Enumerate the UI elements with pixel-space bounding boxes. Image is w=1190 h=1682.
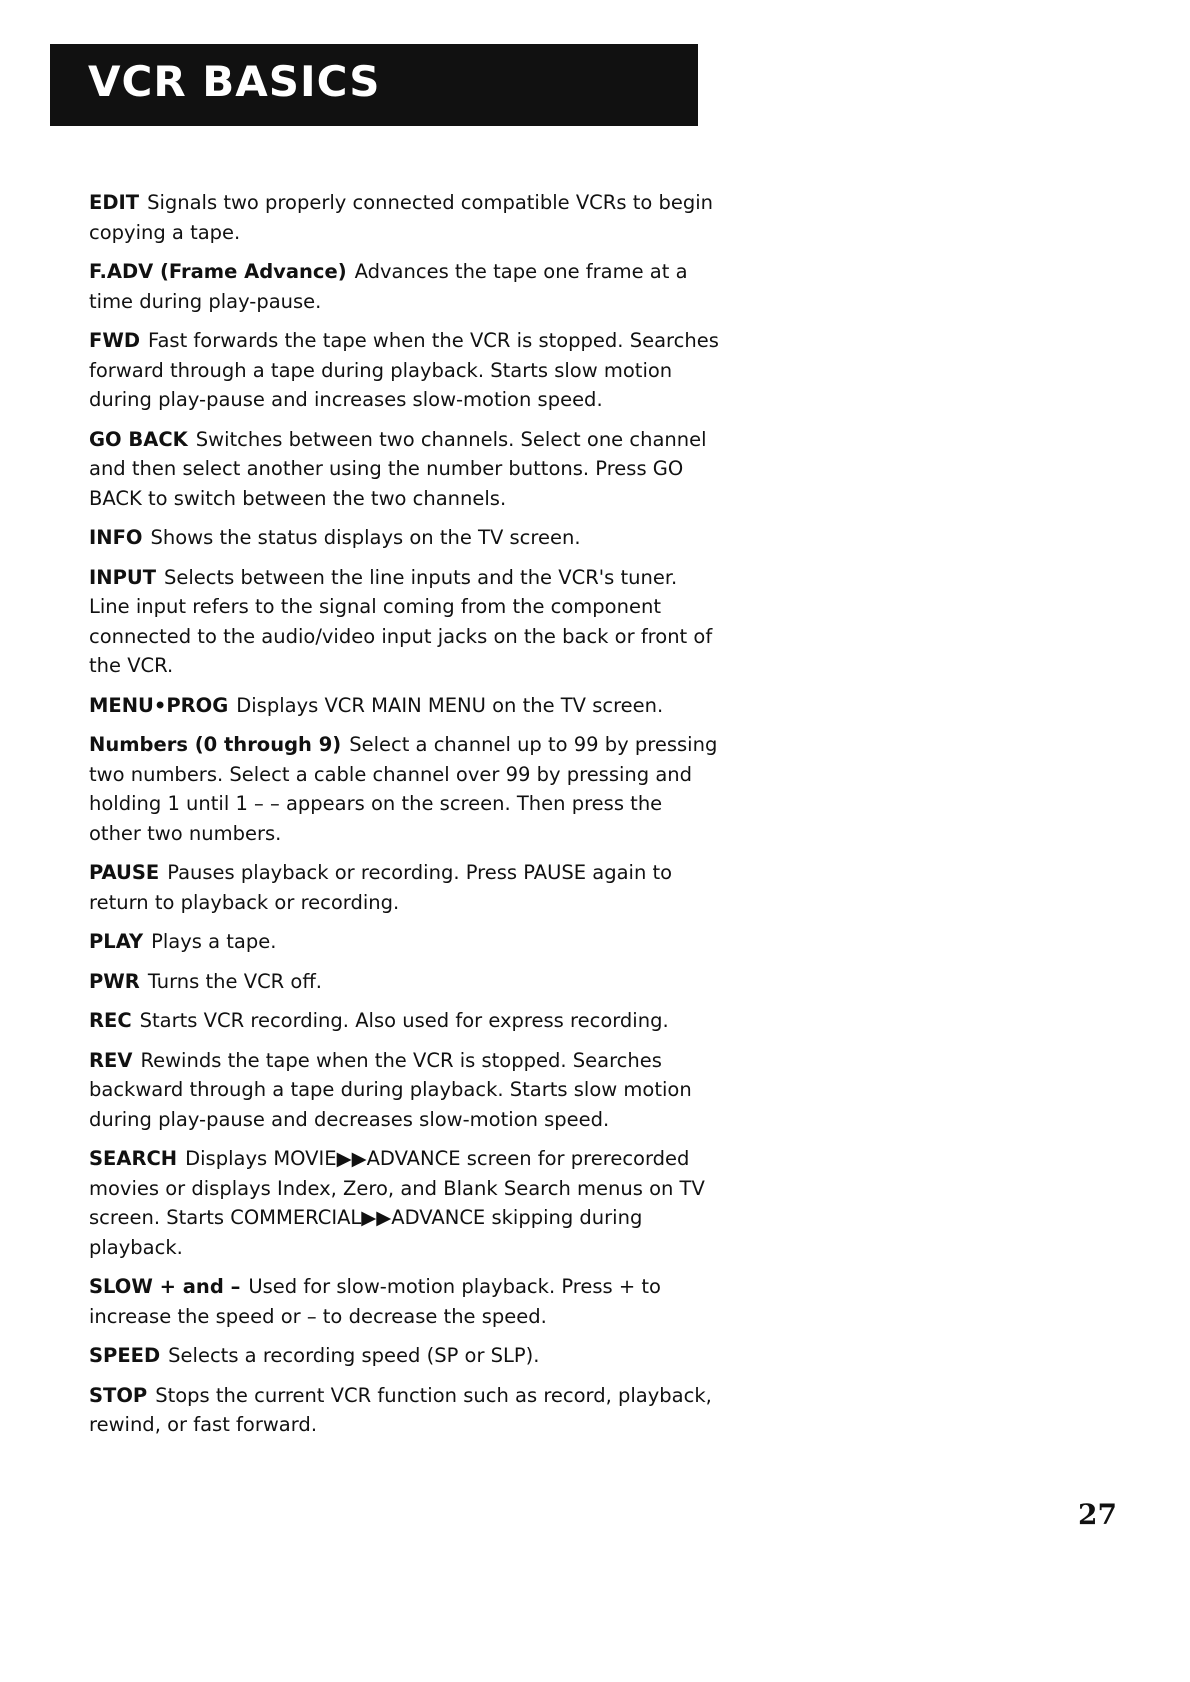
definition-term: MENU•PROG [89,693,229,717]
definition-description: Pauses playback or recording. Press PAUSE again to return to playback or recording. [89,861,673,914]
definition-entry [89,927,719,957]
definition-entry [89,1046,719,1135]
definition-description: Stops the current VCR function such as record, playback, rewind, or fast forward. [89,1383,712,1436]
definition-description: Turns the VCR off. [147,969,322,993]
definition-entry [89,1006,719,1036]
definition-entry [89,967,719,997]
definition-description: Signals two properly connected compatible VCRs to begin copying a tape. [89,191,714,244]
definition-description: Advances the tape one frame at a time during play-pause. [89,260,688,313]
definition-term: FWD [89,329,141,352]
page-number: 27 [1078,1498,1117,1531]
definition-term: PLAY [89,930,144,953]
definition-description: Select a channel up to 99 by pressing two numbers. Select a cable channel over 99 by pressing and holding 1 until 1 – – appears on the screen. Then press the other two numbers. [89,733,718,845]
definition-description: Selects between the line inputs and the VCR's tuner. Line input refers to the signal coming from the component connected to the audio/video input jacks on the back or front of the VCR. [89,565,713,677]
definition-term: SPEED [89,1344,161,1367]
definition-entry [89,188,719,247]
definition-description: Rewinds the tape when the VCR is stopped. Searches backward through a tape during playback. Starts slow motion during play-pause and decreases slow-motion speed. [89,1048,692,1131]
definition-term: INPUT [89,565,157,589]
definition-term: SLOW + and – [89,1275,241,1298]
definition-entry [89,257,719,316]
definition-description: Fast forwards the tape when the VCR is stopped. Searches forward through a tape during playback. Starts slow motion during play-pause and increases slow-motion speed. [89,329,719,411]
definition-term: SEARCH [89,1147,178,1170]
definition-term: STOP [89,1383,148,1407]
definition-description: Displays MOVIE▶▶ADVANCE screen for prerecorded movies or displays Index, Zero, and Blank Search menus on TV screen. Starts COMMERCIAL▶▶ADVANCE skipping during playback. [89,1147,705,1259]
definition-term: PAUSE [89,861,160,884]
definition-entry [89,1144,719,1262]
definition-description: Switches between two channels. Select one channel and then select another using the number buttons. Press GO BACK to switch between the two channels. [89,427,707,510]
definition-description: Selects a recording speed (SP or SLP). [168,1344,540,1367]
definition-entry [89,1272,719,1331]
definition-term: GO BACK [89,427,188,451]
definition-term: F.ADV (Frame Advance) [89,260,347,283]
definition-term: REV [89,1048,133,1072]
definition-description: Displays VCR MAIN MENU on the TV screen. [236,693,664,717]
definition-term: Numbers (0 through 9) [89,733,342,756]
definition-description: Plays a tape. [151,930,277,953]
definition-entry [89,730,719,848]
definition-description: Shows the status displays on the TV screen. [150,526,581,549]
definition-entry [89,425,719,514]
definition-description: Starts VCR recording. Also used for express recording. [139,1009,669,1032]
definition-term: EDIT [89,191,140,214]
definition-entry [89,563,719,681]
definition-term: INFO [89,526,143,549]
definition-term: PWR [89,969,140,993]
definition-term: REC [89,1009,132,1032]
definition-entry [89,858,719,917]
definition-entry [89,326,719,415]
definition-entry [89,1381,719,1440]
button-definitions-list [89,188,719,1450]
definition-entry [89,691,719,721]
section-title: VCR BASICS [88,57,381,106]
definition-entry [89,523,719,553]
definition-description: Used for slow-motion playback. Press + to increase the speed or – to decrease the speed. [89,1275,661,1328]
definition-entry [89,1341,719,1371]
